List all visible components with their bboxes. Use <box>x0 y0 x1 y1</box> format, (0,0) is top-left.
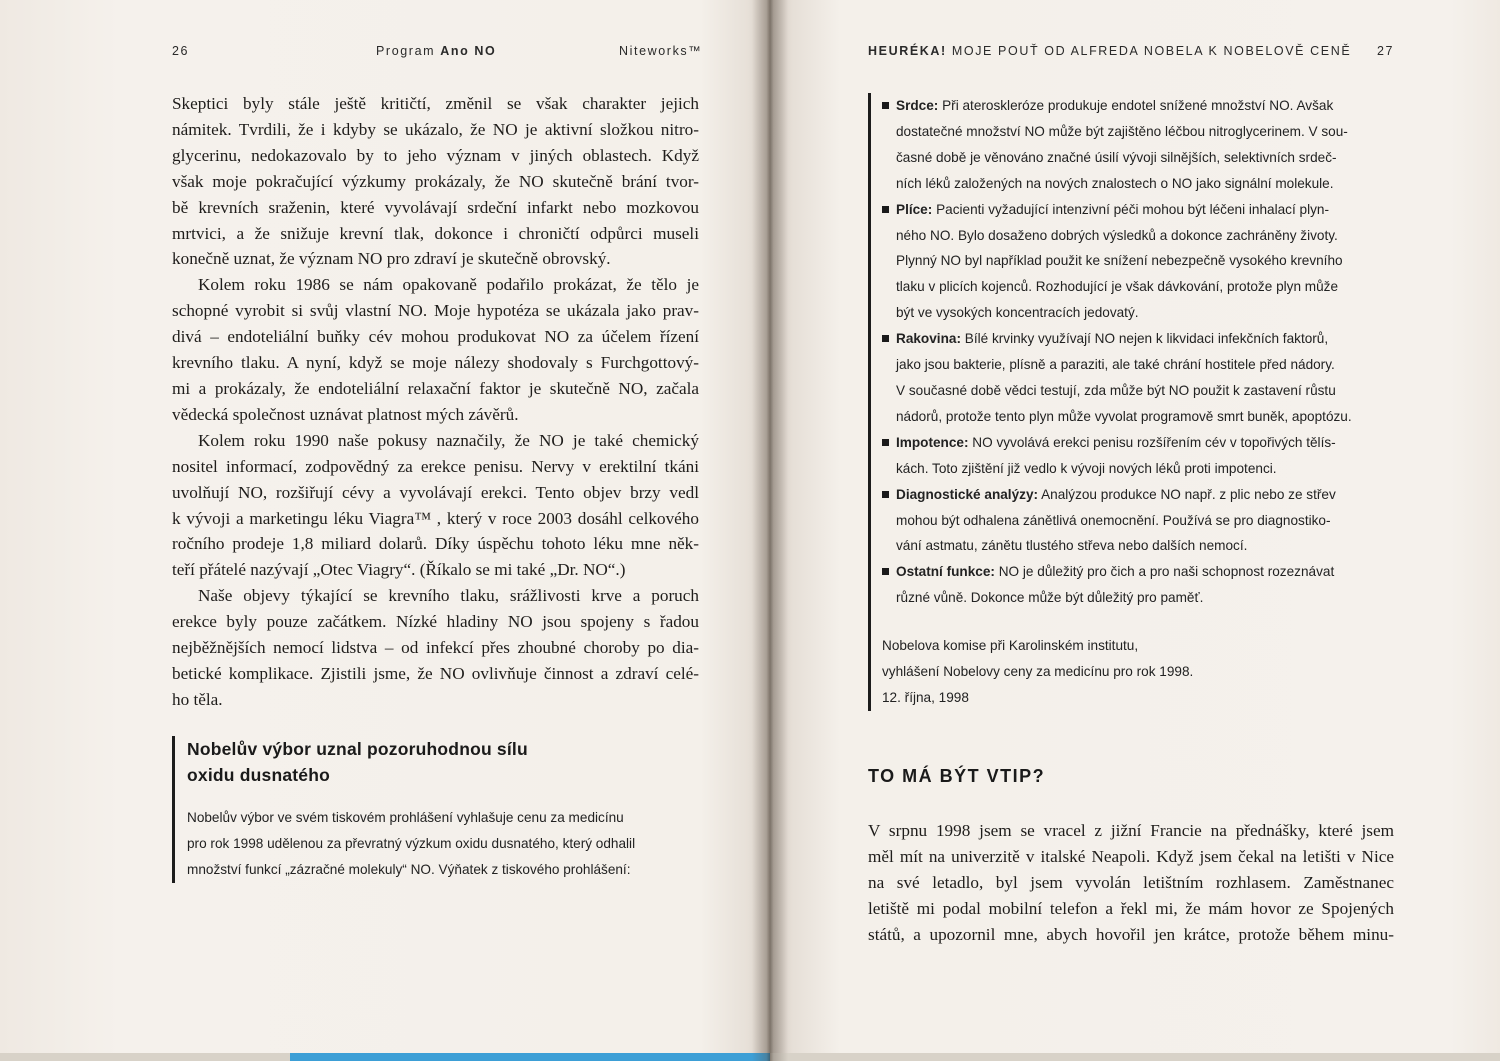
bullet-item <box>882 559 1410 611</box>
text-line: měl mít na univerzitě v italské Neapoli. Když jsem čekal na letišti v Nice <box>868 846 1394 866</box>
bullet-line <box>896 482 1410 508</box>
running-head-publisher: Niteworks™ <box>619 44 703 58</box>
sidebar-text-line: množství funkcí „zázračné molekuly“ NO. Výňatek z tiskového prohlášení: <box>187 862 631 877</box>
text-line: V srpnu 1998 jsem se vracel z jižní Francie na přednášky, které jsem <box>868 821 1394 840</box>
running-head-right <box>868 44 1351 58</box>
text-line: divá – endoteliální buňky cév mohou produkovat NO za účelem řízení <box>172 327 699 347</box>
text-line: Skeptici byly stále ještě kritičtí, změnil se však charakter jejich <box>172 94 699 113</box>
bullet-line <box>896 508 1410 534</box>
text-line: glycerinu, nedokazovalo by to jeho význam v jiných oblastech. Když <box>172 145 699 165</box>
square-bullet-icon <box>882 568 889 575</box>
bullet-text: tlaku v plicích kojenců. Rozhodující je však dávkování, protože plyn může <box>896 279 1339 295</box>
bullet-text: být ve vysokých koncentracích jedovatý. <box>896 305 1139 321</box>
bullet-line <box>896 300 1410 326</box>
square-bullet-icon <box>882 102 889 109</box>
bullet-text: ních léků založených na nových znalostech o NO jako signální molekule. <box>896 175 1334 191</box>
bullet-text: Pacienti vyžadující intenzivní péči mohou být léčeni inhalací plyn- <box>936 201 1329 217</box>
bullet-item <box>882 430 1410 482</box>
text-line: uvolňují NO, rozšiřují cévy a vyvolávají erekci. Tento objev brzy vedl <box>172 482 699 502</box>
bullet-line <box>896 171 1410 197</box>
left-body-text <box>172 91 699 713</box>
bullet-line <box>896 585 1410 611</box>
sidebar-title-line: oxidu dusnatého <box>187 765 330 785</box>
bullet-line <box>896 456 1410 482</box>
bullet-text: časné době je věnováno značné úsilí vývoji silnějších, selektivních srdeč- <box>896 149 1337 165</box>
square-bullet-icon <box>882 335 889 342</box>
text-line: států, a upozornil mne, abych hovořil jen krátce, protože během minu- <box>868 924 1394 944</box>
nobel-excerpt-sidebar <box>868 93 1410 711</box>
text-line: ročního prodeje 1,8 miliard dolarů. Díky úspěchu tohoto léku mne něk- <box>172 534 699 554</box>
bullet-line <box>896 93 1410 119</box>
body-paragraph <box>172 583 699 713</box>
text-line: erekce byly pouze začátkem. Nízké hladiny NO jsou spojeny s řadou <box>172 612 699 632</box>
bullet-line <box>896 197 1410 223</box>
body-paragraph <box>868 818 1394 948</box>
body-paragraph <box>172 272 699 427</box>
bullet-line <box>896 326 1410 352</box>
sidebar-title-line: Nobelův výbor uznal pozoruhodnou sílu <box>187 739 528 759</box>
bullet-term: Diagnostické analýzy: <box>896 486 1039 502</box>
text-line: konečně uznat, že význam NO pro zdraví je skutečně obrovský. <box>172 249 611 269</box>
bullet-item <box>882 326 1410 430</box>
bullet-line <box>896 145 1410 171</box>
bullet-term: Ostatní funkce: <box>896 564 995 580</box>
right-page <box>770 0 1500 1061</box>
text-line: ho těla. <box>172 689 223 709</box>
body-paragraph <box>172 91 699 272</box>
text-line: mrtvici, a že snižuje krevní tlak, dokonce i chroničtí odpůrci museli <box>172 223 699 243</box>
bullet-line <box>896 533 1410 559</box>
sidebar-title <box>187 736 707 788</box>
bullet-text: NO vyvolává erekci penisu rozšířením cév v topořivých tělís- <box>972 434 1336 450</box>
right-body-text <box>868 818 1394 948</box>
source-line: 12. října, 1998 <box>882 690 969 706</box>
square-bullet-icon <box>882 206 889 213</box>
running-head-bold: HEURÉKA! <box>868 44 947 58</box>
sidebar-text-line: pro rok 1998 udělenou za převratný výzkum oxidu dusnatého, který odhalil <box>187 836 636 851</box>
bullet-text: Při ateroskleróze produkuje endotel snížené množství NO. Avšak <box>942 98 1334 113</box>
bullet-text: kách. Toto zjištění již vedlo k vývoji nových léků proti impotenci. <box>896 460 1277 476</box>
bottom-band-blue <box>290 1053 770 1061</box>
bullet-term: Srdce: <box>896 98 939 113</box>
nobel-committee-sidebar <box>172 736 707 883</box>
bullet-text: NO je důležitý pro čich a pro naši schopnost rozeznávat <box>998 564 1335 580</box>
bullet-line <box>896 274 1410 300</box>
text-line: betické komplikace. Zjistili jsme, že NO ovlivňuje činnost a zdraví celé- <box>172 663 699 683</box>
bullet-text: jako jsou bakterie, plísně a paraziti, ale také chrání hostitele před nádory. <box>896 357 1335 373</box>
running-head-rest: MOJE POUŤ OD ALFREDA NOBELA K NOBELOVĚ CENĚ <box>951 44 1352 58</box>
press-release-source <box>882 633 1410 711</box>
bullet-line <box>896 404 1410 430</box>
bottom-band-left-grey <box>0 1053 290 1061</box>
bullet-line <box>896 248 1410 274</box>
bullet-text: mohou být odhalena zánětlivá onemocnění. Používá se pro diagnostiko- <box>896 512 1331 528</box>
text-line: mi a prokázaly, že endoteliální relaxační faktor je skutečně NO, začala <box>172 378 699 398</box>
running-head-series-prefix: Program <box>376 44 436 58</box>
text-line: Naše objevy týkající se krevního tlaku, srážlivosti krve a poruch <box>198 586 699 606</box>
bullet-term: Impotence: <box>896 434 969 450</box>
text-line: Kolem roku 1990 naše pokusy naznačily, že NO je také chemický <box>198 430 699 450</box>
source-line: vyhlášení Nobelovy ceny za medicínu pro rok 1998. <box>882 664 1194 680</box>
bullet-line <box>896 223 1410 249</box>
sidebar-text-line: Nobelův výbor ve svém tiskovém prohlášení vyhlašuje cenu za medicínu <box>187 810 624 825</box>
text-line: schopné vyrobit si svůj vlastní NO. Moje hypotéza se ukázala jako prav- <box>172 301 699 321</box>
text-line: však moje pokračující výzkumy prokázaly, že NO skutečně brání tvor- <box>172 171 699 191</box>
text-line: námitek. Tvrdili, že i kdyby se ukázalo, že NO je aktivní složkou nitro- <box>172 119 699 139</box>
text-line: vědecká společnost uznávat platnost mých závěrů. <box>172 404 519 424</box>
sidebar-text <box>187 805 707 883</box>
page-number-left: 26 <box>172 44 190 58</box>
bullet-text: nádorů, protože tento plyn může vyvolat programově smrt buněk, apoptózu. <box>896 408 1352 424</box>
source-line: Nobelova komise při Karolinském institutu, <box>882 638 1139 654</box>
text-line: bě krevních sraženin, které vyvolávají srdeční infarkt nebo mozkovou <box>172 197 699 217</box>
text-line: nejběžnějších nemocí lidstva – od infekcí přes zhoubné choroby po dia- <box>172 638 699 658</box>
book-gutter <box>752 0 788 1061</box>
function-bullet-list <box>882 93 1410 611</box>
text-line: nositel informací, zodpovědný za erekce penisu. Nervy v erektilní tkáni <box>172 456 699 476</box>
bullet-text: vání astmatu, zánětu tlustého střeva nebo dalších nemocí. <box>896 538 1248 554</box>
bullet-text: dostatečné množství NO může být zajištěno léčbou nitroglycerinem. V sou- <box>896 123 1348 139</box>
square-bullet-icon <box>882 439 889 446</box>
text-line: letiště mi podal mobilní telefon a řekl mi, že mám hovor ze Spojených <box>868 898 1394 918</box>
bullet-line <box>896 352 1410 378</box>
bullet-text: Bílé krvinky využívají NO nejen k likvidaci infekčních faktorů, <box>964 331 1329 347</box>
text-line: krevního tlaku. A nyní, když se moje nálezy shodovaly s Furchgottový- <box>172 353 699 373</box>
bullet-item <box>882 93 1410 197</box>
bullet-term: Plíce: <box>896 201 933 217</box>
bullet-line <box>896 378 1410 404</box>
running-head-series-bold: Ano NO <box>440 44 497 58</box>
bullet-line <box>896 119 1410 145</box>
bullet-line <box>896 559 1410 585</box>
bullet-term: Rakovina: <box>896 331 961 347</box>
section-title: TO MÁ BÝT VTIP? <box>868 766 1046 786</box>
page-number-right: 27 <box>1377 44 1395 58</box>
bottom-band-right <box>770 1053 1500 1061</box>
bullet-text: Analýzou produkce NO např. z plic nebo ze střev <box>1041 486 1336 502</box>
bullet-item <box>882 482 1410 560</box>
body-paragraph <box>172 428 699 583</box>
text-line: Kolem roku 1986 se nám opakovaně podařilo prokázat, že tělo je <box>198 275 699 295</box>
text-line: k vývoji a marketingu léku Viagra™ , který v roce 2003 dosáhl celkového <box>172 508 699 528</box>
running-head-left <box>376 44 496 58</box>
bullet-text: V současné době vědci testují, zda může být NO použit k zastavení růstu <box>896 382 1336 398</box>
bullet-text: Plynný NO byl například použit ke snížení nebezpečně vysokého krevního <box>896 253 1343 269</box>
bullet-text: ného NO. Bylo dosaženo dobrých výsledků a dokonce zachráněny životy. <box>896 227 1338 243</box>
bullet-line <box>896 430 1410 456</box>
text-line: teří přátelé nazývají „Otec Viagry“. (Říkalo se mi také „Dr. NO“.) <box>172 560 626 580</box>
text-line: na své letadlo, byl jsem vyvolán letištním rozhlasem. Zaměstnanec <box>868 872 1394 892</box>
bullet-text: různé vůně. Dokonce může být důležitý pro paměť. <box>896 590 1204 606</box>
square-bullet-icon <box>882 491 889 498</box>
bullet-item <box>882 197 1410 327</box>
